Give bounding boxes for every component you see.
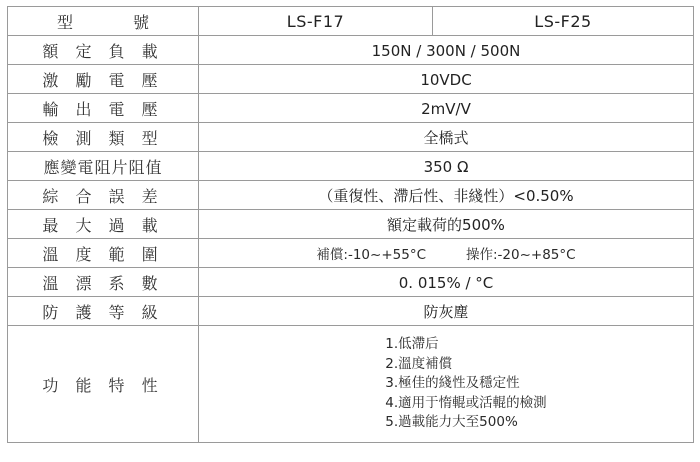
row-value: 350 Ω [423,157,469,176]
combined-error-row [8,181,694,210]
feature-item: 4.適用于惰輥或活輥的檢測 [385,394,547,411]
row-label: 檢 測 類 型 [42,128,164,148]
detection-type-row [8,123,694,152]
temperature-range-values [199,243,693,263]
model-a-label: LS-F17 [286,11,345,31]
row-value: （重復性、滯后性、非綫性）<0.50% [318,186,574,205]
feature-item: 5.過載能力大至500% [385,414,518,431]
output-voltage-row [8,94,694,123]
row-label: 防 護 等 級 [42,302,164,322]
spec-table [7,6,694,443]
header-row [8,7,694,36]
model-header-cell [8,7,199,36]
features-list [385,335,546,433]
row-value: 0. 015% / °C [398,273,494,292]
compensated-range: 補償:-10~+55°C [316,247,426,263]
row-value: 全橋式 [423,128,469,147]
row-label: 額 定 負 載 [42,41,164,61]
feature-item: 2.溫度補償 [385,355,453,372]
row-label: 溫 度 範 圍 [42,244,164,264]
operating-range: 操作:-20~+85°C [466,247,576,263]
feature-item: 3.極佳的綫性及穩定性 [385,375,520,392]
protection-level-row [8,297,694,326]
temperature-drift-row [8,268,694,297]
feature-item: 1.低滯后 [385,336,439,353]
strain-gauge-resistance-row [8,152,694,181]
model-header-label [57,13,149,32]
row-label: 激 勵 電 壓 [42,70,164,90]
model-b-cell [433,7,694,36]
row-value: 防灰塵 [423,302,469,321]
model-header-char-right: 號 [133,12,150,32]
temperature-range-row [8,239,694,268]
row-value: 2mV/V [421,99,471,118]
model-a-cell [199,7,433,36]
rated-load-row [8,36,694,65]
max-overload-row [8,210,694,239]
row-label: 輸 出 電 壓 [42,99,164,119]
row-label: 功 能 特 性 [42,375,164,395]
row-value: 10VDC [420,70,472,89]
row-label: 最 大 過 載 [42,215,164,235]
row-value: 額定載荷的500% [387,215,505,234]
row-label: 應變電阻片阻值 [43,157,163,177]
model-b-label: LS-F25 [534,11,592,31]
row-label: 溫 漂 系 數 [42,273,164,293]
excitation-voltage-row [8,65,694,94]
row-label: 綜 合 誤 差 [42,186,164,206]
model-header-char-left: 型 [56,12,73,32]
features-row [8,326,694,443]
row-value: 150N / 300N / 500N [371,41,521,60]
